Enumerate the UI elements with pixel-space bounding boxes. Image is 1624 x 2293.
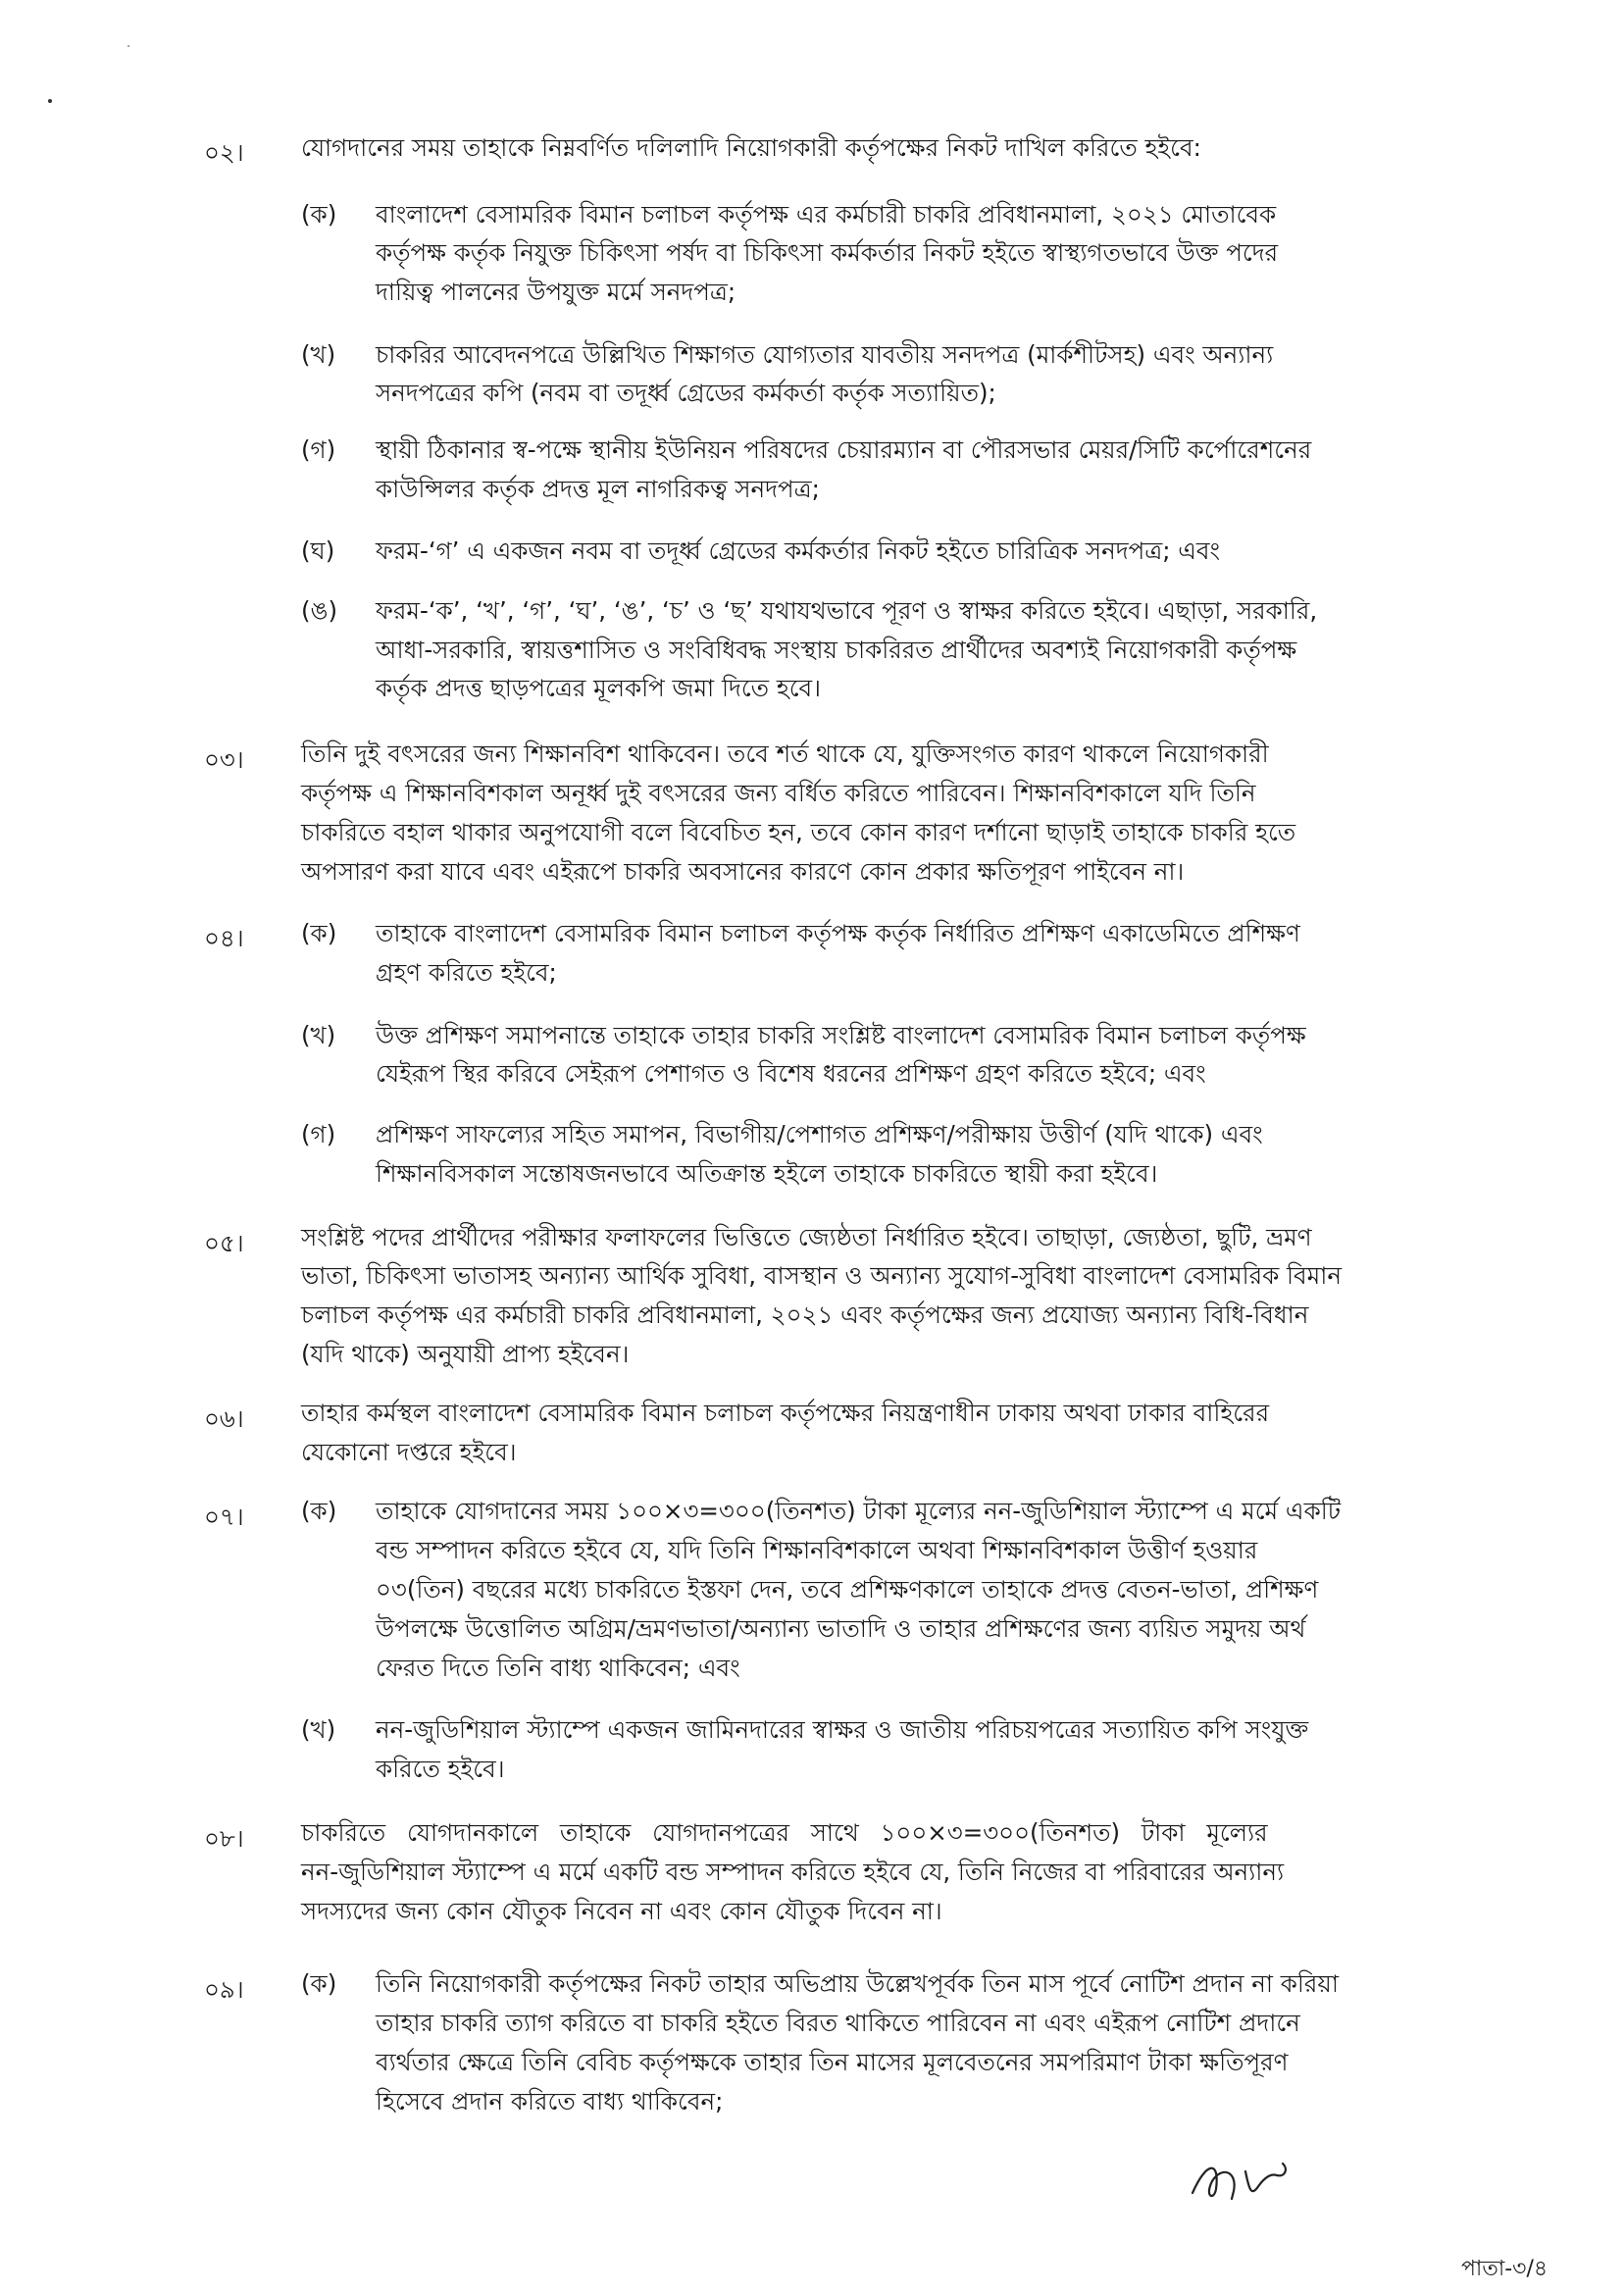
scan-speck [127, 45, 129, 47]
item-mark: (ঙ) [301, 596, 338, 625]
text-line: তাহাকে বাংলাদেশ বেসামরিক বিমান চলাচল কর্তৃপক্ষ কর্তৃক নির্ধারিত প্রশিক্ষণ একাডেমিতে প্রশিক্ষণ [376, 919, 1300, 947]
text-line: ভাতা, চিকিৎসা ভাতাসহ অন্যান্য আর্থিক সুবিধা, বাসস্থান ও অন্যান্য সুযোগ-সুবিধা বাংলাদেশ বেসামরিক বিমান [301, 1261, 1343, 1290]
section-intro: যোগদানের সময় তাহাকে নিম্নবর্ণিত দলিলাদি নিয়োগকারী কর্তৃপক্ষের নিকট দাখিল করিতে হইবে: [301, 133, 1201, 162]
text-line: তাহার চাকরি ত্যাগ করিতে বা চাকরি হইতে বিরত থাকিতে পারিবেন না এবং এইরূপ নোটিশ প্রদানে [376, 2009, 1300, 2037]
text-line: আধা-সরকারি, স্বায়ত্তশাসিত ও সংবিধিবদ্ধ সংস্থায় চাকরিরত প্রার্থীদের অবশ্যই নিয়োগকারী কর্তৃপক্ষ [376, 636, 1297, 664]
item-mark: (ক) [301, 200, 337, 229]
text-line: করিতে হইবে। [376, 1755, 505, 1783]
text-line: চাকরির আবেদনপত্রে উল্লিখিত শিক্ষাগত যোগ্যতার যাবতীয় সনদপত্র (মার্কশীটসহ) এবং অন্যান্য [376, 340, 1274, 369]
item-mark: (ক) [301, 1969, 337, 1998]
text-line: (যদি থাকে) অনুযায়ী প্রাপ্য হইবেন। [301, 1340, 630, 1368]
text-line: কর্তৃপক্ষ এ শিক্ষানবিশকাল অনূর্ধ্ব দুই বৎসরের জন্য বর্ধিত করিতে পারিবেন। শিক্ষানবিশকালে যদি তিনি [301, 779, 1256, 807]
text-line: উপলক্ষে উত্তোলিত অগ্রিম/ভ্রমণভাতা/অন্যান্য ভাতাদি ও তাহার প্রশিক্ষণের জন্য ব্যয়িত সমুদয় অর্থ [376, 1614, 1306, 1643]
text-line: তিনি নিয়োগকারী কর্তৃপক্ষের নিকট তাহার অভিপ্রায় উল্লেখপূর্বক তিন মাস পূর্বে নোটিশ প্রদান না করিয়া [376, 1969, 1339, 1998]
text-line: চাকরিতে যোগদানকালে তাহাকে যোগদানপত্রের সাথে ১০০×৩=৩০০(তিনশত) টাকা মূল্যের [301, 1818, 1268, 1847]
section-number: ০৩। [204, 745, 244, 774]
text-line: নন-জুডিশিয়াল স্ট্যাম্পে একজন জামিনদারের স্বাক্ষর ও জাতীয় পরিচয়পত্রের সত্যায়িত কপি সংযুক্ত [376, 1715, 1309, 1744]
text-line: সনদপত্রের কপি (নবম বা তদূর্ধ্ব গ্রেডের কর্মকর্তা কর্তৃক সত্যায়িত); [376, 379, 996, 407]
text-line: কাউন্সিলর কর্তৃক প্রদত্ত মূল নাগরিকত্ব সনদপত্র; [376, 475, 820, 503]
item-mark: (ক) [301, 919, 337, 947]
text-line: ০৩(তিন) বছরের মধ্যে চাকরিতে ইস্তফা দেন, তবে প্রশিক্ষণকালে তাহাকে প্রদত্ত বেতন-ভাতা, প্রশিক্ষণ [376, 1575, 1319, 1604]
text-line: ফরম-‘গ’ এ একজন নবম বা তদূর্ধ্ব গ্রেডের কর্মকর্তার নিকট হইতে চারিত্রিক সনদপত্র; এবং [376, 536, 1221, 565]
scan-speck [48, 99, 52, 103]
text-line: অপসারণ করা যাবে এবং এইরূপে চাকরি অবসানের কারণে কোন প্রকার ক্ষতিপূরণ পাইবেন না। [301, 857, 1185, 886]
text-line: কর্তৃপক্ষ কর্তৃক নিযুক্ত চিকিৎসা পর্ষদ বা চিকিৎসা কর্মকর্তার নিকট হইতে স্বাস্থ্যগতভাবে উক্ত পদের [376, 238, 1279, 267]
item-mark: (ক) [301, 1497, 337, 1525]
text-line: স্থায়ী ঠিকানার স্ব-পক্ষে স্থানীয় ইউনিয়ন পরিষদের চেয়ারম্যান বা পৌরসভার মেয়র/সিটি কর্পোরেশনের [376, 435, 1312, 464]
text-line: চলাচল কর্তৃপক্ষ এর কর্মচারী চাকরি প্রবিধানমালা, ২০২১ এবং কর্তৃপক্ষের জন্য প্রযোজ্য অন্যান্য বিধি-বিধান [301, 1300, 1309, 1329]
signature [1187, 2142, 1304, 2211]
item-mark: (ঘ) [301, 536, 335, 565]
item-mark: (খ) [301, 340, 336, 369]
text-line: যেইরূপ স্থির করিবে সেইরূপ পেশাগত ও বিশেষ ধরনের প্রশিক্ষণ গ্রহণ করিতে হইবে; এবং [376, 1059, 1206, 1088]
section-number: ০৪। [204, 924, 244, 952]
text-line: প্রশিক্ষণ সাফল্যের সহিত সমাপন, বিভাগীয়/পেশাগত প্রশিক্ষণ/পরীক্ষায় উত্তীর্ণ (যদি থাকে) এবং [376, 1120, 1263, 1148]
text-line: তাহার কর্মস্থল বাংলাদেশ বেসামরিক বিমান চলাচল কর্তৃপক্ষের নিয়ন্ত্রণাধীন ঢাকায় অথবা ঢাকার বাহিরের [301, 1399, 1270, 1427]
text-line: কর্তৃক প্রদত্ত ছাড়পত্রের মূলকপি জমা দিতে হবে। [376, 674, 821, 702]
text-line: চাকরিতে বহাল থাকার অনুপযোগী বলে বিবেচিত হন, তবে কোন কারণ দর্শানো ছাড়াই তাহাকে চাকরি হতে [301, 818, 1296, 846]
text-line: সংশ্লিষ্ট পদের প্রার্থীদের পরীক্ষার ফলাফলের ভিত্তিতে জ্যেষ্ঠতা নির্ধারিত হইবে। তাছাড়া, জ্যেষ্ঠতা, ছুটি, ভ্রমণ [301, 1223, 1312, 1251]
section-number: ০৬। [204, 1404, 244, 1433]
section-number: ০৯। [204, 1975, 244, 2004]
section-number: ০৫। [204, 1229, 244, 1257]
section-number: ০২। [204, 138, 244, 167]
text-line: বন্ড সম্পাদন করিতে হইবে যে, যদি তিনি শিক্ষানবিশকালে অথবা শিক্ষানবিশকাল উত্তীর্ণ হওয়ার [376, 1536, 1258, 1564]
text-line: শিক্ষানবিসকাল সন্তোষজনভাবে অতিক্রান্ত হইলে তাহাকে চাকরিতে স্থায়ী করা হইবে। [376, 1159, 1158, 1188]
text-line: নন-জুডিশিয়াল স্ট্যাম্পে এ মর্মে একটি বন্ড সম্পাদন করিতে হইবে যে, তিনি নিজের বা পরিবারের অন্যান্য [301, 1858, 1285, 1886]
item-mark: (গ) [301, 435, 336, 464]
text-line: যেকোনো দপ্তরে হইবে। [301, 1438, 517, 1466]
text-line: তিনি দুই বৎসরের জন্য শিক্ষানবিশ থাকিবেন। তবে শর্ত থাকে যে, যুক্তিসংগত কারণ থাকলে নিয়োগকারী [301, 739, 1269, 768]
text-line: সদস্যদের জন্য কোন যৌতুক নিবেন না এবং কোন যৌতুক দিবেন না। [301, 1897, 942, 1925]
text-line: হিসেবে প্রদান করিতে বাধ্য থাকিবেন; [376, 2087, 724, 2115]
text-line: ব্যর্থতার ক্ষেত্রে তিনি বেবিচ কর্তৃপক্ষকে তাহার তিন মাসের মূলবেতনের সমপরিমাণ টাকা ক্ষতিপূরণ [376, 2048, 1289, 2076]
section-number: ০৮। [204, 1824, 244, 1853]
section-number: ০৭। [204, 1503, 244, 1531]
item-mark: (খ) [301, 1021, 336, 1049]
text-line: বাংলাদেশ বেসামরিক বিমান চলাচল কর্তৃপক্ষ এর কর্মচারী চাকরি প্রবিধানমালা, ২০২১ মোতাবেক [376, 200, 1277, 229]
text-line: তাহাকে যোগদানের সময় ১০০×৩=৩০০(তিনশত) টাকা মূল্যের নন-জুডিশিয়াল স্ট্যাম্পে এ মর্মে একটি [376, 1497, 1342, 1525]
item-mark: (খ) [301, 1715, 336, 1744]
text-line: উক্ত প্রশিক্ষণ সমাপনান্তে তাহাকে তাহার চাকরি সংশ্লিষ্ট বাংলাদেশ বেসামরিক বিমান চলাচল কর্তৃপক্ষ [376, 1021, 1306, 1049]
text-line: ফরম-‘ক’, ‘খ’, ‘গ’, ‘ঘ’, ‘ঙ’, ‘চ’ ও ‘ছ’ যথাযথভাবে পূরণ ও স্বাক্ষর করিতে হইবে। এছাড়া, সরকারি, [376, 596, 1318, 625]
text-line: গ্রহণ করিতে হইবে; [376, 958, 557, 987]
page-number: পাতা-৩/৪ [1461, 2257, 1548, 2281]
item-mark: (গ) [301, 1120, 336, 1148]
text-line: দায়িত্ব পালনের উপযুক্ত মর্মে সনদপত্র; [376, 278, 736, 306]
text-line: ফেরত দিতে তিনি বাধ্য থাকিবেন; এবং [376, 1654, 740, 1682]
